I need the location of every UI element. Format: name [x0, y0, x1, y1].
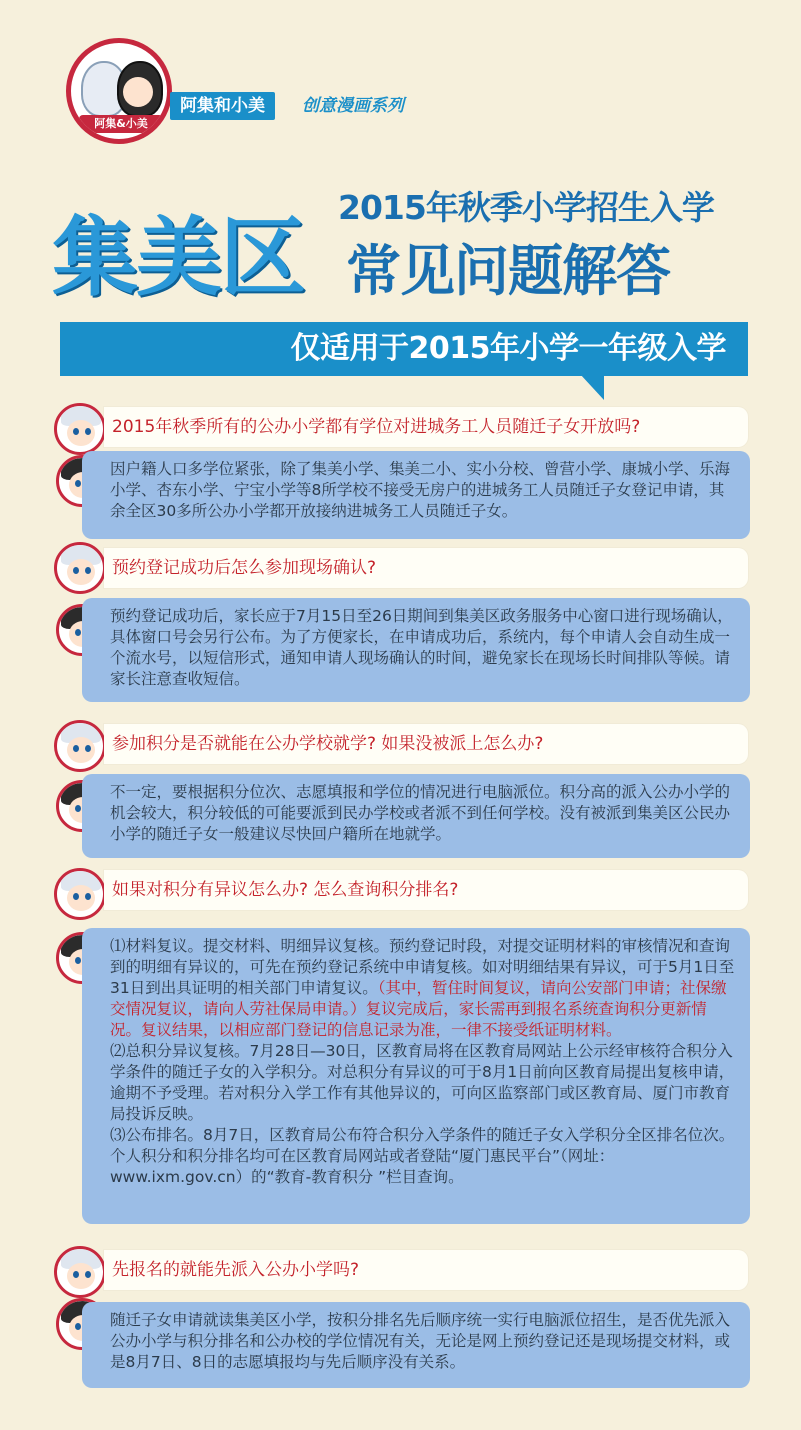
logo-ribbon: 阿集&小美: [79, 115, 163, 133]
series-name: 创意漫画系列: [302, 96, 404, 116]
answer-1: [82, 451, 750, 539]
mascot-logo: [66, 38, 172, 144]
answer-2-text: 预约登记成功后，家长应于7月15日至26日期间到集美区政务服务中心窗口进行现场确认，具体窗口号会另行公布。为了方便家长，在申请成功后，系统内，每个申请人会自动生成一个流水号，以短信形式，通知申请人现场确认的时间，避免家长在现场长时间排队等候。请家长注意查收短信。: [110, 607, 733, 688]
question-4: 如果对积分有异议怎么办? 怎么查询积分排名?: [104, 870, 748, 910]
question-3: 参加积分是否就能在公办学校就学? 如果没被派上怎么办?: [104, 724, 748, 764]
answer-4-note: （其中，暂住时间复议，请向公安部门申请；社保缴交情况复议，请向人劳社保局申请。）: [110, 979, 727, 1018]
boy-avatar-icon: [54, 542, 106, 594]
answer-4-part3: ⑶公布排名。8月7日，区教育局公布符合积分入学条件的随迁子女入学积分全区排名位次。个人积分和积分排名均可在区教育局网站或者登陆“厦门惠民平台”（网址：www.ixm.gov.cn）的“教育-教育积分 ”栏目查询。: [110, 1126, 735, 1186]
page-subtitle: 2015年秋季小学招生入学: [338, 188, 714, 227]
scope-banner-tail: [580, 374, 604, 400]
boy-avatar-icon: [54, 403, 106, 455]
district-title: 集美区: [52, 208, 304, 308]
scope-banner: 仅适用于2015年小学一年级入学: [60, 322, 748, 376]
question-5: 先报名的就能先派入公办小学吗?: [104, 1250, 748, 1290]
boy-avatar-icon: [54, 1246, 106, 1298]
answer-4-part1-tail: 复议完成后，家长需再到报名系统查询积分更新情况。: [110, 1000, 707, 1039]
answer-5-text: 随迁子女申请就读集美区小学，按积分排名先后顺序统一实行电脑派位招生，是否优先派入公办小学与积分排名和公办校的学位情况有关，无论是网上预约登记还是现场提交材料，或是8月7日、8日的志愿填报均与先后顺序没有关系。: [110, 1311, 731, 1371]
answer-1-text: 因户籍人口多学位紧张，除了集美小学、集美二小、实小分校、曾营小学、康城小学、乐海小学、杏东小学、宁宝小学等8所学校不接受无房户的进城务工人员随迁子女登记申请，其余全区30多所公办小学都开放接纳进城务工人员随迁子女。: [110, 460, 731, 520]
question-1: 2015年秋季所有的公办小学都有学位对进城务工人员随迁子女开放吗?: [104, 407, 748, 447]
answer-5: [82, 1302, 750, 1388]
answer-3-text: 不一定，要根据积分位次、志愿填报和学位的情况进行电脑派位。积分高的派入公办小学的机会较大，积分较低的可能要派到民办学校或者派不到任何学校。没有被派到集美区公民办小学的随迁子女一般建议尽快回户籍所在地就学。: [110, 783, 731, 843]
series-tag: 阿集和小美: [170, 92, 275, 120]
answer-2: [82, 598, 750, 702]
question-2: 预约登记成功后怎么参加现场确认?: [104, 548, 748, 588]
answer-4-part2: ⑵总积分异议复核。7月28日—30日，区教育局将在区教育局网站上公示经审核符合积分入学条件的随迁子女的入学积分。对总积分有异议的可于8月1日前向区教育局提出复核申请，逾期不予受理。若对积分入学工作有其他异议的，可向区监察部门或区教育局、厦门市教育局投诉反映。: [110, 1042, 735, 1123]
answer-4-warning: 复议结果，以相应部门登记的信息记录为准，一律不接受纸证明材料。: [141, 1021, 622, 1039]
answer-4: [82, 928, 750, 1224]
faq-title: 常见问题解答: [346, 239, 671, 303]
boy-avatar-icon: [54, 720, 106, 772]
answer-4-part1: ⑴材料复议。提交材料、明细异议复核。预约登记时段，对提交证明材料的审核情况和查询到的明细有异议的，可先在预约登记系统中申请复核。如对明细结果有异议，可于5月1日至31日到出具证明的相关部门申请复议。: [110, 937, 735, 997]
boy-avatar-icon: [54, 868, 106, 920]
answer-3: [82, 774, 750, 858]
